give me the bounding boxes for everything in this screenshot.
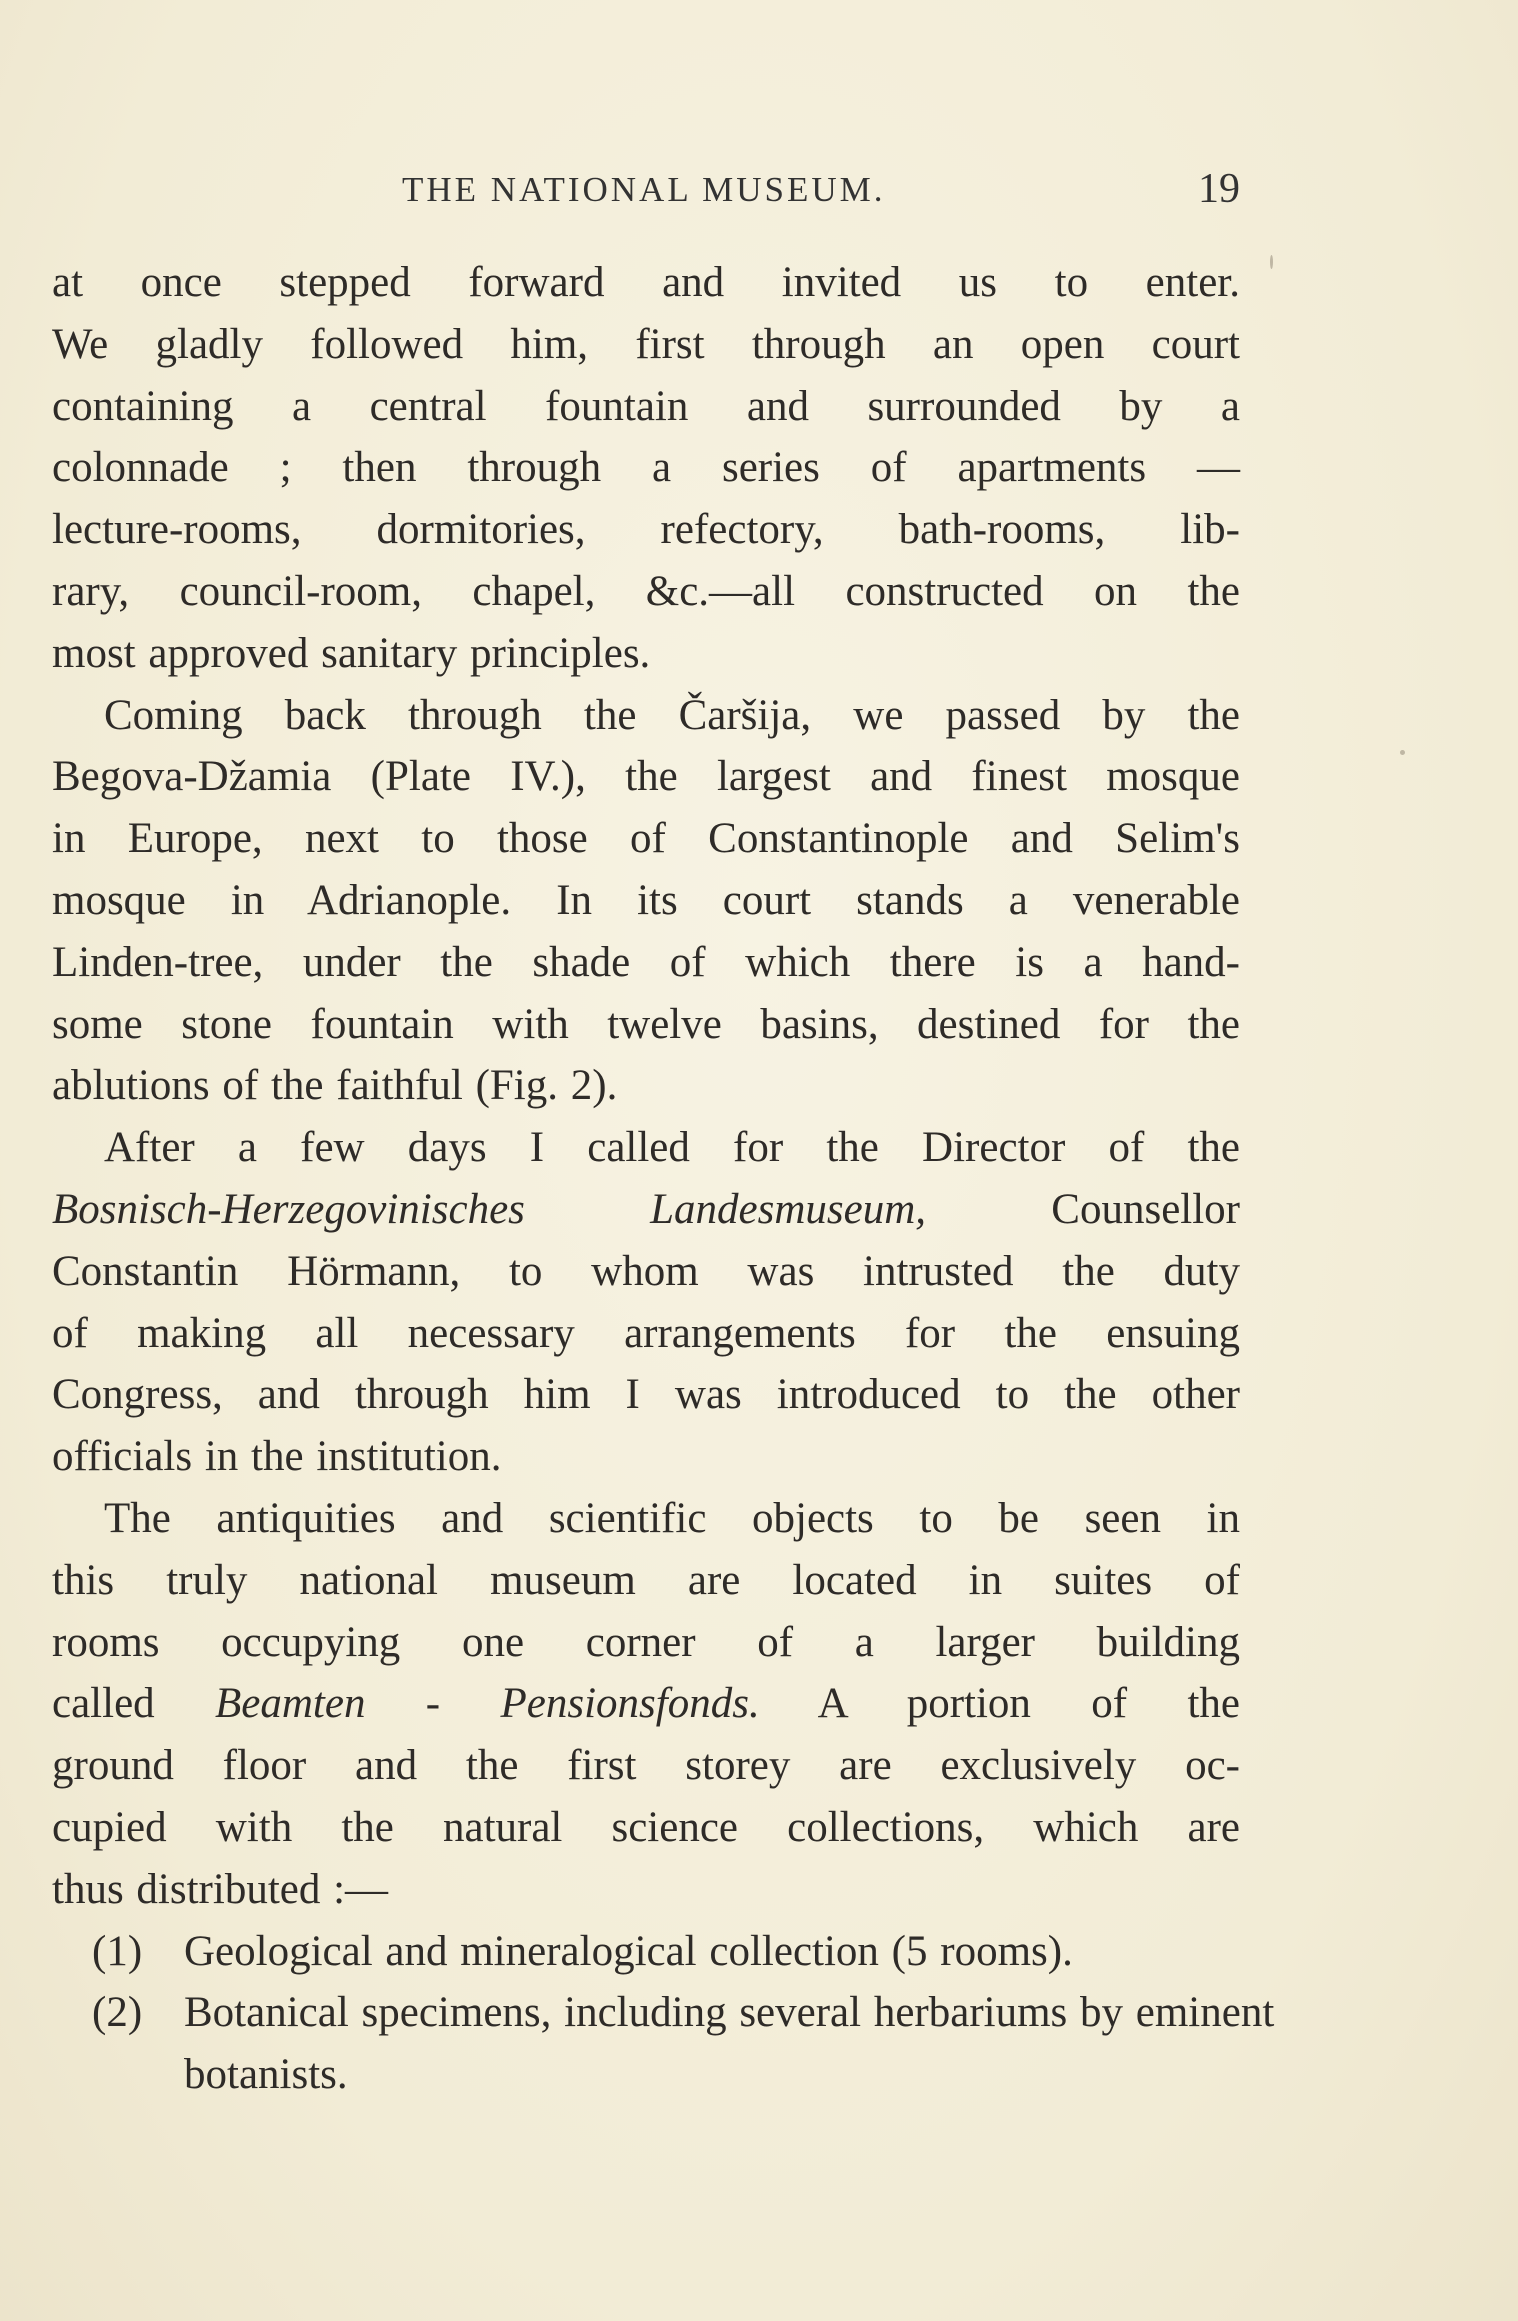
- building-name-italic: Beamten - Pensionsfonds.: [215, 1680, 760, 1728]
- text-line: The antiquities and scientific objects to be seen in: [104, 1494, 1240, 1542]
- text-line: in Europe, next to those of Constantinople and Selim's: [52, 815, 1240, 863]
- text-span: A portion of the: [759, 1680, 1240, 1728]
- text-line: [52, 1179, 1240, 1241]
- list-number: (2): [92, 1989, 143, 2037]
- text-line: After a few days I called for the Director of the: [104, 1124, 1240, 1172]
- list-item: [52, 1921, 1240, 1983]
- paper-speck: [1400, 750, 1405, 755]
- running-title: THE NATIONAL MUSEUM.: [402, 170, 886, 209]
- list-text: Geological and mineralogical collection (5 rooms).: [184, 1927, 1073, 1975]
- text-line: of making all necessary arrangements for the ensuing: [52, 1309, 1240, 1357]
- text-line: mosque in Adrianople. In its court stands a venerable: [52, 876, 1240, 924]
- text-line: rooms occupying one corner of a larger building: [52, 1618, 1240, 1666]
- text-line: cupied with the natural science collections, which are: [52, 1803, 1240, 1851]
- paper-speck: [1270, 255, 1273, 269]
- text-span: Counsellor: [926, 1185, 1240, 1233]
- text-line: Begova-Džamia (Plate IV.), the largest and finest mosque: [52, 753, 1240, 801]
- text-line: Coming back through the Čaršija, we passed by the: [104, 691, 1240, 739]
- list-item: [52, 1982, 1275, 2106]
- text-line: colonnade ; then through a series of apartments —: [52, 444, 1240, 492]
- text-span: called: [52, 1680, 216, 1728]
- text-line: officials in the institution.: [52, 1433, 502, 1481]
- text-line: rary, council-room, chapel, &c.—all constructed on the: [52, 567, 1240, 615]
- text-line: ablutions of the faithful (Fig. 2).: [52, 1062, 618, 1110]
- text-line: [52, 1673, 1240, 1735]
- text-line: Constantin Hörmann, to whom was intrusted the duty: [52, 1247, 1240, 1295]
- body-text: [52, 252, 1275, 2106]
- text-line: We gladly followed him, first through an open court: [52, 320, 1240, 368]
- text-line: Linden-tree, under the shade of which there is a hand-: [52, 938, 1240, 986]
- text-line: containing a central fountain and surrounded by a: [52, 382, 1240, 430]
- list-text: Botanical specimens, including several herbariums by eminent botanists.: [184, 1989, 1275, 2099]
- text-line: some stone fountain with twelve basins, destined for the: [52, 1000, 1240, 1048]
- text-line: this truly national museum are located in suites of: [52, 1556, 1240, 1604]
- text-line: ground floor and the first storey are exclusively oc-: [52, 1742, 1240, 1790]
- page-number: 19: [1198, 166, 1240, 212]
- text-line: Congress, and through him I was introduced to the other: [52, 1371, 1240, 1419]
- text-line: most approved sanitary principles.: [52, 629, 651, 677]
- text-line: at once stepped forward and invited us to enter.: [52, 259, 1240, 306]
- list-number: (1): [92, 1927, 143, 1975]
- text-line: lecture-rooms, dormitories, refectory, bath-rooms, lib-: [52, 506, 1240, 554]
- page-header: [52, 160, 1240, 220]
- museum-name-italic: Bosnisch-Herzegovinisches Landesmuseum,: [52, 1185, 927, 1233]
- text-line: thus distributed :—: [52, 1865, 389, 1913]
